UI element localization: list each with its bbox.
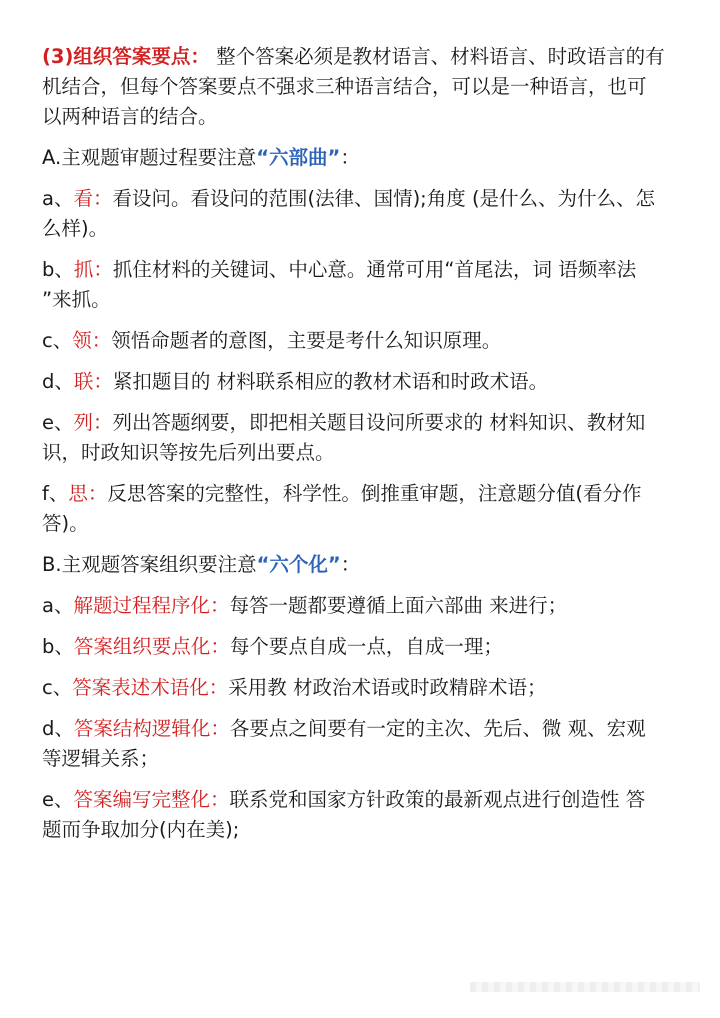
section-b-item-b: b、答案组织要点化：每个要点自成一点，自成一理；	[42, 635, 503, 658]
section-b-item-a: a、解题过程程序化：每答一题都要遵循上面六部曲 来进行；	[42, 594, 568, 617]
intro-line-1: (3)组织答案要点： 整个答案必须是教材语言、材料语言、时政语言的有	[42, 45, 665, 68]
intro-paragraph	[42, 42, 682, 132]
section-a-heading: A.主观题审题过程要注意“六部曲”：	[42, 146, 360, 169]
section-a-item-c: c、领：领悟命题者的意图，主要是考什么知识原理。	[42, 329, 502, 352]
faded-watermark-strip	[470, 982, 700, 992]
section-b-heading: B.主观题答案组织要注意“六个化”：	[42, 553, 361, 576]
intro-line-2: 机结合，但每个答案要点不强求三种语言结合，可以是一种语言，也可	[42, 75, 647, 98]
intro-line-3: 以两种语言的结合。	[42, 105, 218, 128]
section-a-highlight: “六部曲”	[256, 146, 341, 169]
section-b-item-d: d、答案结构逻辑化：各要点之间要有一定的主次、先后、微 观、宏观 等逻辑关系；	[42, 717, 646, 770]
section-b-item-c: c、答案表述术语化：采用教 材政治术语或时政精辟术语；	[42, 676, 547, 699]
section-a-item-d: d、联：紧扣题目的 材料联系相应的教材术语和时政术语。	[42, 370, 549, 393]
section-a-item-b: b、抓：抓住材料的关键词、中心意。通常可用“首尾法，词 语频率法 ”来抓。	[42, 258, 637, 311]
intro-heading: (3)组织答案要点：	[42, 45, 210, 68]
section-a-item-f: f、思：反思答案的完整性，科学性。倒推重审题，注意题分值(看分作 答)。	[42, 482, 642, 535]
document-body	[42, 42, 682, 856]
section-a-item-e: e、列：列出答题纲要，即把相关题目设问所要求的 材料知识、教材知 识，时政知识等按先后列出要点。	[42, 411, 646, 464]
section-a-item-a: a、看：看设问。看设问的范围(法律、国情);角度 (是什么、为什么、怎 么样)。	[42, 187, 656, 240]
section-b-highlight: “六个化”	[256, 553, 341, 576]
section-b-item-e: e、答案编写完整化：联系党和国家方针政策的最新观点进行创造性 答 题而争取加分(内在美);	[42, 788, 646, 841]
